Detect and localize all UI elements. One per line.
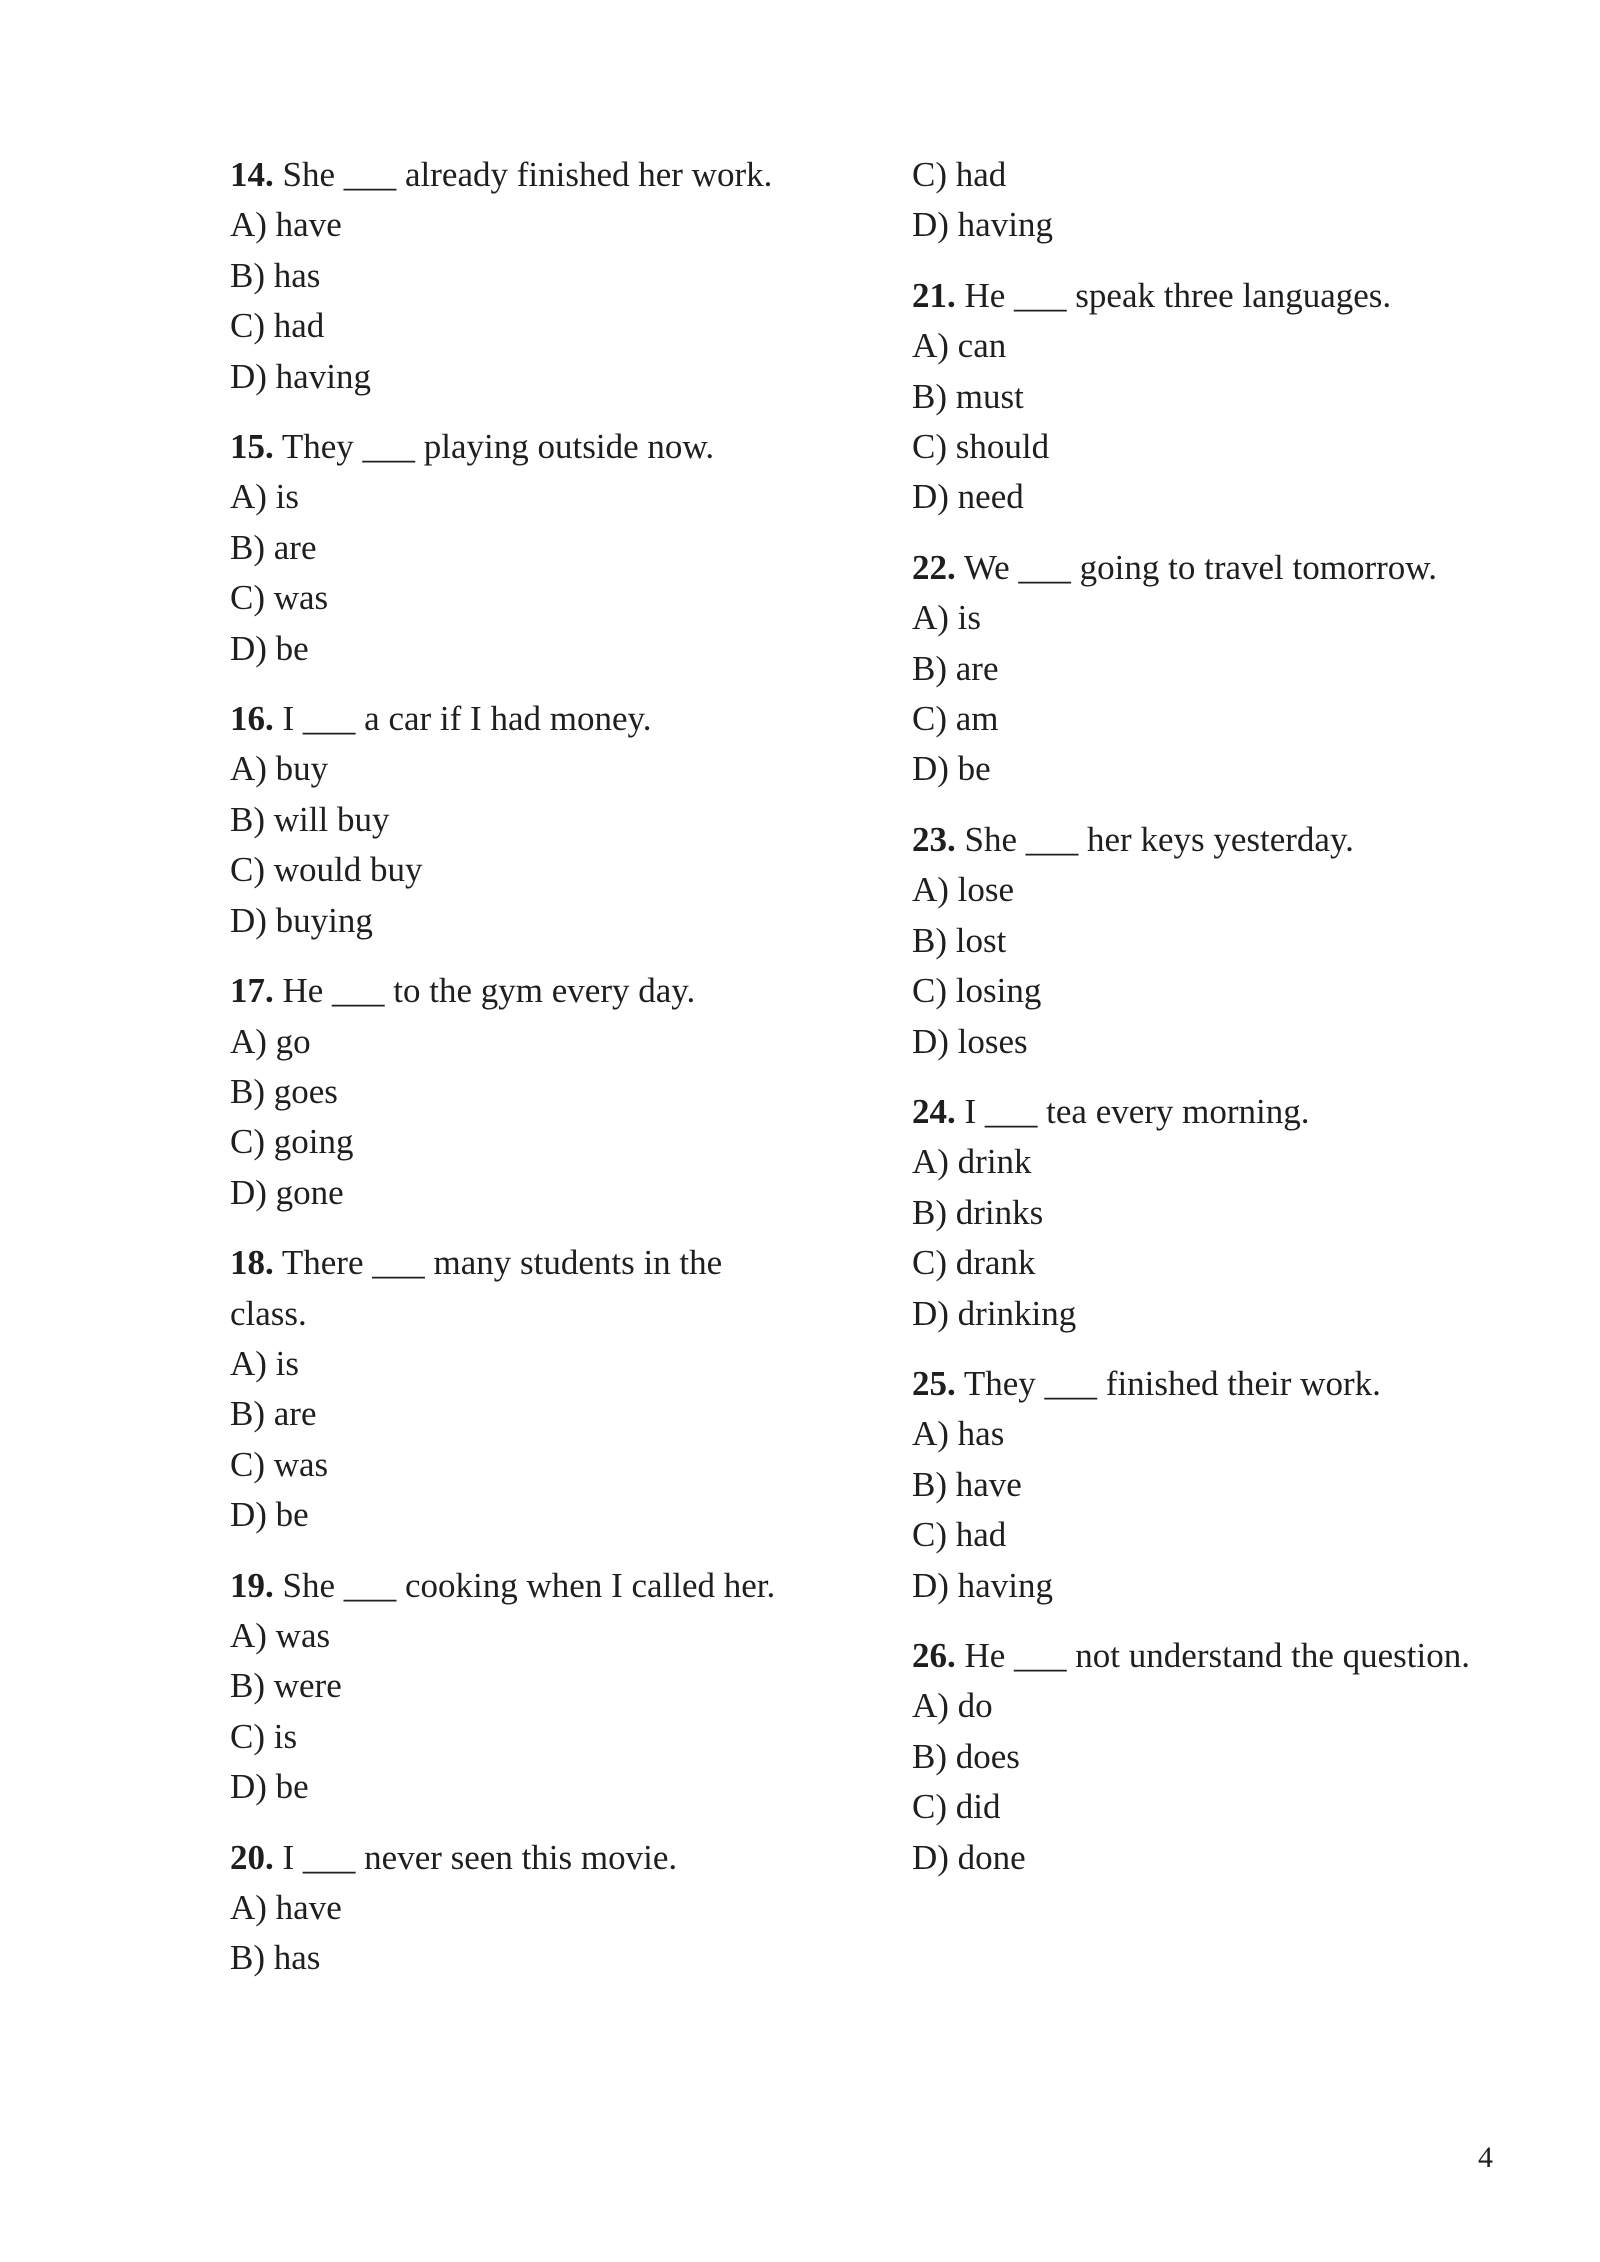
- option-c: C) is: [230, 1716, 298, 1756]
- question-stem: [230, 1833, 790, 1883]
- option-b: B) have: [912, 1464, 1022, 1504]
- option-b: B) are: [230, 527, 317, 567]
- question-number: 22.: [912, 547, 956, 587]
- question-stem: [230, 150, 790, 200]
- question-number: 21.: [912, 275, 956, 315]
- question-text: There ___ many students in the class.: [230, 1243, 723, 1333]
- option-b: B) has: [230, 1938, 321, 1978]
- question-text: He ___ not understand the question.: [964, 1635, 1470, 1675]
- question-text: She ___ cooking when I called her.: [282, 1565, 776, 1605]
- question-text: She ___ already finished her work.: [282, 155, 773, 194]
- question-number: 17.: [230, 971, 274, 1011]
- question-number: 26.: [912, 1635, 956, 1675]
- option-c: C) going: [230, 1122, 354, 1162]
- question-stem: [230, 422, 790, 472]
- question-text: I ___ tea every morning.: [964, 1091, 1310, 1131]
- option-b: B) has: [230, 255, 321, 295]
- option-a: A) buy: [230, 749, 329, 789]
- question-number: 14.: [230, 155, 274, 194]
- option-c: C) drank: [912, 1243, 1036, 1283]
- option-c: C) should: [912, 427, 1050, 467]
- question-stem: [912, 1359, 1512, 1409]
- option-a: A) has: [912, 1414, 1005, 1454]
- question-number: 15.: [230, 427, 274, 467]
- option-d: D) having: [230, 356, 371, 396]
- option-a: A) go: [230, 1021, 311, 1061]
- question-number: 18.: [230, 1243, 274, 1283]
- left-column: [230, 150, 790, 2004]
- option-b: B) lost: [912, 920, 1007, 960]
- option-d: D) having: [912, 1565, 1053, 1605]
- answer-options: [230, 1611, 790, 1813]
- answer-options: [230, 200, 790, 402]
- question-text: They ___ playing outside now.: [281, 427, 715, 467]
- option-d: D) be: [912, 749, 991, 789]
- question-text: They ___ finished their work.: [963, 1363, 1381, 1403]
- option-d: D) need: [912, 477, 1024, 517]
- option-d: D) drinking: [912, 1293, 1077, 1333]
- question-stem: [912, 271, 1512, 321]
- option-a: A) lose: [912, 870, 1015, 910]
- question-22: [912, 543, 1512, 795]
- question-15: [230, 422, 790, 674]
- option-d: D) be: [230, 628, 309, 668]
- option-c: C) had: [912, 1515, 1007, 1555]
- question-20-continued-options: [912, 150, 1512, 251]
- question-number: 23.: [912, 819, 956, 859]
- question-26: [912, 1631, 1512, 1883]
- option-a: A) have: [230, 1888, 342, 1927]
- answer-options: [912, 865, 1512, 1067]
- option-d: D) loses: [912, 1021, 1028, 1061]
- question-number: 24.: [912, 1091, 956, 1131]
- question-number: 19.: [230, 1565, 274, 1605]
- question-stem: [912, 815, 1512, 865]
- option-b: B) will buy: [230, 799, 390, 839]
- option-d: D) done: [912, 1837, 1026, 1877]
- option-c: C) am: [912, 699, 999, 739]
- page-number: 4: [1478, 2141, 1493, 2174]
- question-19: [230, 1561, 790, 1813]
- option-a: A) is: [230, 477, 300, 517]
- option-b: B) does: [912, 1736, 1020, 1776]
- option-d: D) be: [230, 1495, 309, 1535]
- question-14: [230, 150, 790, 402]
- question-number: 20.: [230, 1837, 274, 1877]
- option-b: B) must: [912, 376, 1024, 416]
- option-d: D) having: [912, 205, 1053, 245]
- question-24: [912, 1087, 1512, 1339]
- question-stem: [230, 694, 790, 744]
- question-23: [912, 815, 1512, 1067]
- answer-options: [230, 1339, 790, 1541]
- answer-options: [230, 1017, 790, 1219]
- question-text: He ___ speak three languages.: [964, 275, 1392, 315]
- question-text: She ___ her keys yesterday.: [964, 819, 1354, 859]
- answer-options: [912, 1137, 1512, 1339]
- option-a: A) is: [230, 1343, 300, 1383]
- question-number: 25.: [912, 1363, 956, 1403]
- option-c: C) did: [912, 1787, 1001, 1827]
- question-20: [230, 1833, 790, 1984]
- option-c: C) would buy: [230, 850, 423, 890]
- option-a: A) do: [912, 1686, 993, 1726]
- option-a: A) can: [912, 326, 1007, 366]
- question-18: [230, 1238, 790, 1540]
- answer-options: [230, 472, 790, 674]
- option-b: B) were: [230, 1666, 342, 1706]
- answer-options: [912, 593, 1512, 795]
- option-d: D) gone: [230, 1172, 344, 1212]
- answer-options: [230, 744, 790, 946]
- option-c: C) losing: [912, 971, 1042, 1011]
- answer-options: [912, 321, 1512, 523]
- question-number: 16.: [230, 699, 274, 739]
- question-text: He ___ to the gym every day.: [282, 971, 696, 1011]
- question-text: I ___ a car if I had money.: [282, 699, 652, 739]
- question-16: [230, 694, 790, 946]
- right-column: [912, 150, 1512, 1903]
- option-c: C) had: [912, 155, 1007, 194]
- option-b: B) goes: [230, 1071, 338, 1111]
- option-a: A) drink: [912, 1142, 1032, 1182]
- question-21: [912, 271, 1512, 523]
- option-c: C) had: [230, 306, 325, 346]
- option-d: D) buying: [230, 900, 373, 940]
- option-b: B) are: [912, 648, 999, 688]
- option-a: A) is: [912, 598, 982, 638]
- question-17: [230, 966, 790, 1218]
- question-stem: [912, 543, 1512, 593]
- option-b: B) drinks: [912, 1192, 1044, 1232]
- question-stem: [230, 1561, 790, 1611]
- question-text: We ___ going to travel tomorrow.: [963, 547, 1438, 587]
- option-c: C) was: [230, 578, 329, 618]
- question-stem: [912, 1631, 1512, 1681]
- question-25: [912, 1359, 1512, 1611]
- option-c: C) was: [230, 1444, 329, 1484]
- question-stem: [912, 1087, 1512, 1137]
- question-stem: [230, 966, 790, 1016]
- question-text: I ___ never seen this movie.: [282, 1837, 678, 1877]
- option-a: A) have: [230, 205, 342, 245]
- answer-options: [230, 1883, 790, 1984]
- answer-options: [912, 1681, 1512, 1883]
- option-b: B) are: [230, 1394, 317, 1434]
- option-d: D) be: [230, 1767, 309, 1807]
- question-stem: [230, 1238, 790, 1339]
- option-a: A) was: [230, 1615, 331, 1655]
- answer-options: [912, 1409, 1512, 1611]
